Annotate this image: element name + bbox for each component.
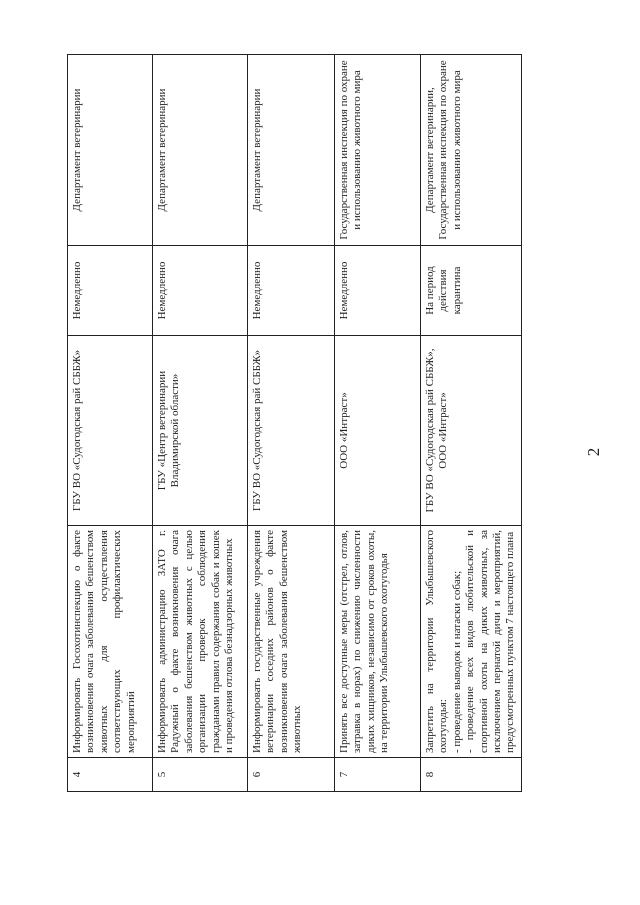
control-line: Государственная инспекция по охране и использованию животного мира: [437, 60, 463, 240]
control-cell: Департамент ветеринарии: [153, 55, 248, 246]
row-number: 5: [153, 758, 248, 792]
term-cell: Немедленно: [68, 246, 153, 336]
row-number: 7: [335, 758, 421, 792]
responsible-cell: ГБУ ВО «Судогодская рай СББЖ»: [68, 336, 153, 526]
page-number: 2: [584, 447, 603, 457]
term-cell: Немедленно: [153, 246, 248, 336]
control-cell: Департамент ветеринарии: [248, 55, 335, 246]
table-row: [421, 55, 522, 792]
table-row: [335, 55, 421, 792]
responsible-cell: ООО «Интраст»: [335, 336, 421, 526]
table-row: [153, 55, 248, 792]
term-cell: Немедленно: [248, 246, 335, 336]
row-number: 6: [248, 758, 335, 792]
control-line: Департамент ветеринарии,: [424, 87, 436, 213]
row-number: 4: [68, 758, 153, 792]
action-cell: Информировать администрацию ЗАТО г. Радужный о факте возникновения очага заболевания бешенством животных с целью организации проверок соблюдения гражданами правил содержания собак и кошек и проведения отлова безнадзорных животных: [153, 526, 248, 758]
action-cell: [421, 526, 522, 758]
table-row: [68, 55, 153, 792]
responsible-cell: ГБУ «Центр ветеринарии Владимирской области»: [153, 336, 248, 526]
responsible-cell: [421, 336, 522, 526]
term-cell: На период действия карантина: [421, 246, 522, 336]
action-plan-table: [67, 54, 522, 792]
control-cell: [421, 55, 522, 246]
table-row: [248, 55, 335, 792]
responsible-line: ГБУ ВО «Судогодская рай СББЖ»,: [424, 348, 436, 513]
action-line: - проведение всех видов любительской и спортивной охоты на диких животных, за исключением пернатой дичи и мероприятий, предусмотренных пунктом 7 настоящего плана: [464, 530, 517, 753]
responsible-cell: ГБУ ВО «Судогодская рай СББЖ»: [248, 336, 335, 526]
action-cell: Принять все доступные меры (отстрел, отлов, затравка в норах) по снижению численности диких хищников, независимо от сроков охоты, на территории Улыбышевского охотугодья: [335, 526, 421, 758]
control-cell: Департамент ветеринарии: [68, 55, 153, 246]
responsible-line: ООО «Интраст»: [437, 392, 450, 469]
term-cell: Немедленно: [335, 246, 421, 336]
action-line: Запретить на территории Улыбышевского охотугодья:: [424, 530, 450, 753]
action-cell: Информировать государственные учреждения ветеринарии соседних районов о факте возникновения очага заболевания бешенством животных: [248, 526, 335, 758]
row-number: 8: [421, 758, 522, 792]
action-line: - проведение выводок и натаски собак;: [450, 570, 463, 753]
control-cell: Государственная инспекция по охране и использованию животного мира: [335, 55, 421, 246]
action-cell: Информировать Госохотинспекцию о факте возникновения очага заболевания бешенством животных для осуществления соответствующих профилактических мероприятий: [68, 526, 153, 758]
